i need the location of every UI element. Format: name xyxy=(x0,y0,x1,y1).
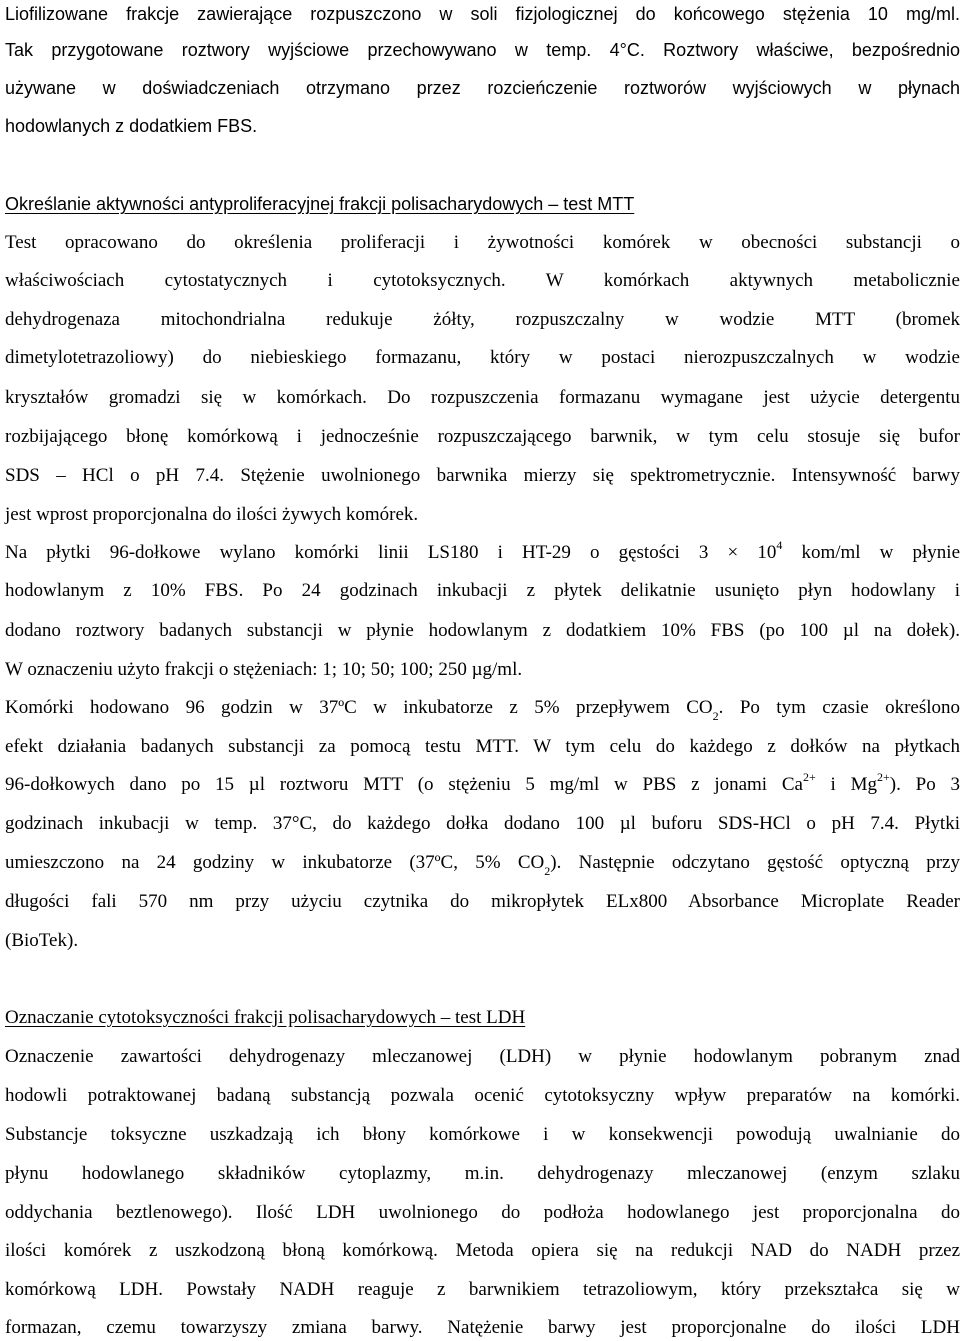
ca-superscript: 2+ xyxy=(802,769,816,784)
ldh-line-6: ilości komórek z uszkodzoną błoną komórkową. Metoda opiera się na redukcji NAD do NADH przez xyxy=(5,1240,960,1261)
plate-line-1-text: Na płytki 96-dołkowe wylano komórki linii LS180 i HT-29 o gęstości 3 × 10 xyxy=(5,542,777,563)
ldh-line-3: Substancje toksyczne uszkadzają ich błony komórkowe i w konsekwencji powodują uwalnianie do xyxy=(5,1124,960,1145)
plate-line-1-tail: kom/ml w płynie xyxy=(782,542,960,563)
intro-line-1: Liofilizowane frakcje zawierające rozpuszczono w soli fizjologicznej do końcowego stężenia 10 mg/ml. xyxy=(5,4,960,24)
ldh-line-4: płynu hodowlanego składników cytoplazmy, m.in. dehydrogenazy mleczanowej (enzym szlaku xyxy=(5,1163,960,1184)
umiesz-line-text: umieszczono na 24 godziny w inkubatorze (37ºC, 5% CO xyxy=(5,852,545,873)
mtt-line-7: SDS – HCl o pH 7.4. Stężenie uwolnionego barwnika mierzy się spektrometrycznie. Intensywność barwy xyxy=(5,465,960,486)
mtt-line-4: dimetylotetrazoliowy) do niebieskiego formazanu, który w postaci nierozpuszczalnych w wodzie xyxy=(5,347,960,368)
co2-subscript: 2 xyxy=(712,708,719,723)
ldh-line-1: Oznaczenie zawartości dehydrogenazy mleczanowej (LDH) w płynie hodowlanym pobranym znad xyxy=(5,1046,960,1067)
co2-line-tail: . Po tym czasie określono xyxy=(718,697,960,718)
co2-line xyxy=(5,695,960,721)
ldh-line-8: formazan, czemu towarzyszy zmiana barwy. Natężenie barwy jest proporcjonalne do ilości LDH xyxy=(5,1317,960,1338)
ions-line-tail: ). Po 3 xyxy=(889,774,960,795)
umiesz-line xyxy=(5,850,960,876)
ldh-section-heading: Oznaczanie cytotoksyczności frakcji polisacharydowych – test LDH xyxy=(5,1007,526,1028)
ions-line xyxy=(5,769,960,798)
mtt-line-1: Test opracowano do określenia proliferacji i żywotności komórek w obecności substancji o xyxy=(5,232,960,253)
plate-line-3: dodano roztwory badanych substancji w płynie hodowlanym z dodatkiem 10% FBS (po 100 µl na dołek). xyxy=(5,620,960,641)
intro-line-3: używane w doświadczeniach otrzymano przez rozcieńczenie roztworów wyjściowych w płynach xyxy=(5,78,960,98)
mtt-line-5: kryształów gromadzi się w komórkach. Do rozpuszczenia formazanu wymagane jest użycie detergentu xyxy=(5,387,960,408)
ldh-line-2: hodowli potraktowanej badaną substancją pozwala ocenić cytotoksyczny wpływ preparatów na komórki. xyxy=(5,1085,960,1106)
end-line-1: długości fali 570 nm przy użyciu czytnika do mikropłytek ELx800 Absorbance Microplate Reader xyxy=(5,891,960,912)
umiesz-line-tail: ). Następnie odczytano gęstość optyczną przy xyxy=(550,852,960,873)
mtt-line-8: jest wprost proporcjonalna do ilości żywych komórek. xyxy=(5,504,419,525)
mtt-line-6: rozbijającego błonę komórkową i jednocześnie rozpuszczającego barwnik, w tym celu stosuje się bufor xyxy=(5,426,960,447)
ldh-line-7: komórkową LDH. Powstały NADH reaguje z barwnikiem tetrazoliowym, który przekształca się w xyxy=(5,1279,960,1300)
exponent-superscript: 4 xyxy=(776,537,783,552)
mg-superscript: 2+ xyxy=(876,769,890,784)
ions-line-middle: i Mg xyxy=(815,774,877,795)
intro-line-4: hodowlanych z dodatkiem FBS. xyxy=(5,116,258,136)
ldh-line-5: oddychania beztlenowego). Ilość LDH uwolnionego do podłoża hodowlanego jest proporcjonalna do xyxy=(5,1202,960,1223)
co2-subscript-2: 2 xyxy=(544,863,551,878)
plate-line-4: W oznaczeniu użyto frakcji o stężeniach: 1; 10; 50; 100; 250 µg/ml. xyxy=(5,659,523,680)
intro-line-2: Tak przygotowane roztwory wyjściowe przechowywano w temp. 4°C. Roztwory właściwe, bezpośrednio xyxy=(5,40,960,60)
mtt-line-3: dehydrogenaza mitochondrialna redukuje żółty, rozpuszczalny w wodzie MTT (bromek xyxy=(5,309,960,330)
mtt-line-2: właściwościach cytostatycznych i cytotoksycznych. W komórkach aktywnych metabolicznie xyxy=(5,270,960,291)
plate-line-1 xyxy=(5,537,960,566)
efekt-line: efekt działania badanych substancji za pomocą testu MTT. W tym celu do każdego z dołków na płytkach xyxy=(5,736,960,757)
plate-line-2: hodowlanym z 10% FBS. Po 24 godzinach inkubacji z płytek delikatnie usunięto płyn hodowlany i xyxy=(5,580,960,601)
co2-line-text: Komórki hodowano 96 godzin w 37ºC w inkubatorze z 5% przepływem CO xyxy=(5,697,713,718)
mtt-section-heading: Określanie aktywności antyproliferacyjnej frakcji polisacharydowych – test MTT xyxy=(5,194,635,214)
godz-line: godzinach inkubacji w temp. 37°C, do każdego dołka dodano 100 µl buforu SDS-HCl o pH 7.4. Płytki xyxy=(5,813,960,834)
ions-line-text: 96-dołkowych dano po 15 µl roztworu MTT (o stężeniu 5 mg/ml w PBS z jonami Ca xyxy=(5,774,803,795)
end-line-2: (BioTek). xyxy=(5,930,79,951)
